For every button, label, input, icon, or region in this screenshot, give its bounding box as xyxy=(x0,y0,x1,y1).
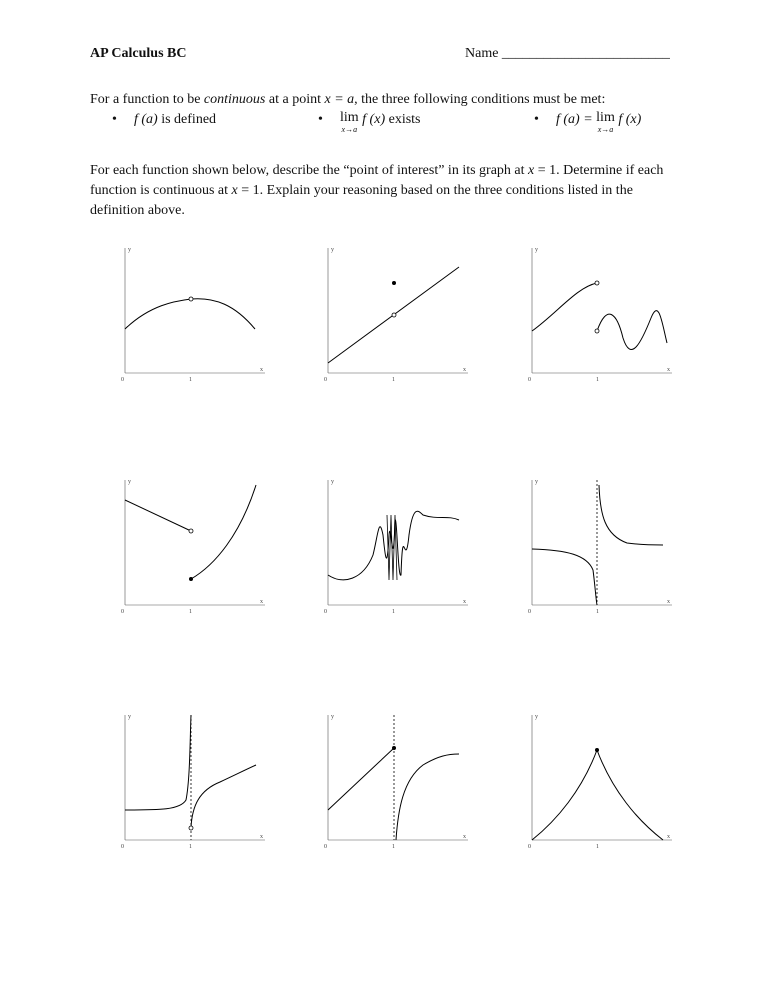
graph-7 xyxy=(120,710,270,860)
axis-label-origin: 0 xyxy=(324,377,327,383)
axis-label-y: y xyxy=(535,247,538,253)
graph-1 xyxy=(120,243,270,393)
graph-4 xyxy=(120,475,270,625)
axis-label-origin: 0 xyxy=(324,609,327,615)
axis-label-origin: 0 xyxy=(324,844,327,850)
axis-label-y: y xyxy=(128,479,131,485)
axis-label-x: x xyxy=(260,367,263,373)
axis-label-y: y xyxy=(535,479,538,485)
axis-label-x: x xyxy=(667,367,670,373)
condition-3: • f (a) = lim x→a f (x) xyxy=(534,110,642,134)
name-field-label: Name ________________________ xyxy=(465,46,670,61)
axis-label-y: y xyxy=(128,247,131,253)
axis-label-origin: 0 xyxy=(121,609,124,615)
axis-label-y: y xyxy=(331,479,334,485)
graph-6 xyxy=(527,475,677,625)
axis-label-y: y xyxy=(128,714,131,720)
axis-label-x: x xyxy=(667,834,670,840)
axis-label-x: x xyxy=(463,599,466,605)
axis-label-x: x xyxy=(463,367,466,373)
graph-2 xyxy=(323,243,473,393)
axis-label-origin: 0 xyxy=(121,844,124,850)
axis-label-x: x xyxy=(260,834,263,840)
axis-label-origin: 0 xyxy=(528,609,531,615)
axis-label-y: y xyxy=(535,714,538,720)
axis-label-one: 1 xyxy=(189,377,192,383)
condition-2: • lim x→a f (x) exists xyxy=(318,110,421,134)
axis-label-origin: 0 xyxy=(121,377,124,383)
condition-1: • f (a) is defined xyxy=(112,112,217,127)
axis-label-y: y xyxy=(331,247,334,253)
axis-label-one: 1 xyxy=(596,844,599,850)
axis-label-one: 1 xyxy=(189,844,192,850)
instructions-paragraph: For each function shown below, describe the “point of interest” in its graph at x = 1. Determine if each function is continuous at x = 1. Explain your reasoning based on the three conditions listed in the definition above. xyxy=(90,163,664,218)
axis-label-y: y xyxy=(331,714,334,720)
axis-label-origin: 0 xyxy=(528,377,531,383)
axis-label-x: x xyxy=(260,599,263,605)
intro-paragraph: For a function to be continuous at a point x = a, the three following conditions must be met: xyxy=(90,92,606,107)
axis-label-origin: 0 xyxy=(528,844,531,850)
axis-label-one: 1 xyxy=(392,377,395,383)
axis-label-one: 1 xyxy=(596,609,599,615)
graph-8 xyxy=(323,710,473,860)
graph-9 xyxy=(527,710,677,860)
axis-label-one: 1 xyxy=(189,609,192,615)
graph-3 xyxy=(527,243,677,393)
axis-label-x: x xyxy=(667,599,670,605)
graph-5 xyxy=(323,475,473,625)
course-title: AP Calculus BC xyxy=(90,46,187,61)
axis-label-x: x xyxy=(463,834,466,840)
axis-label-one: 1 xyxy=(392,609,395,615)
axis-label-one: 1 xyxy=(596,377,599,383)
axis-label-one: 1 xyxy=(392,844,395,850)
